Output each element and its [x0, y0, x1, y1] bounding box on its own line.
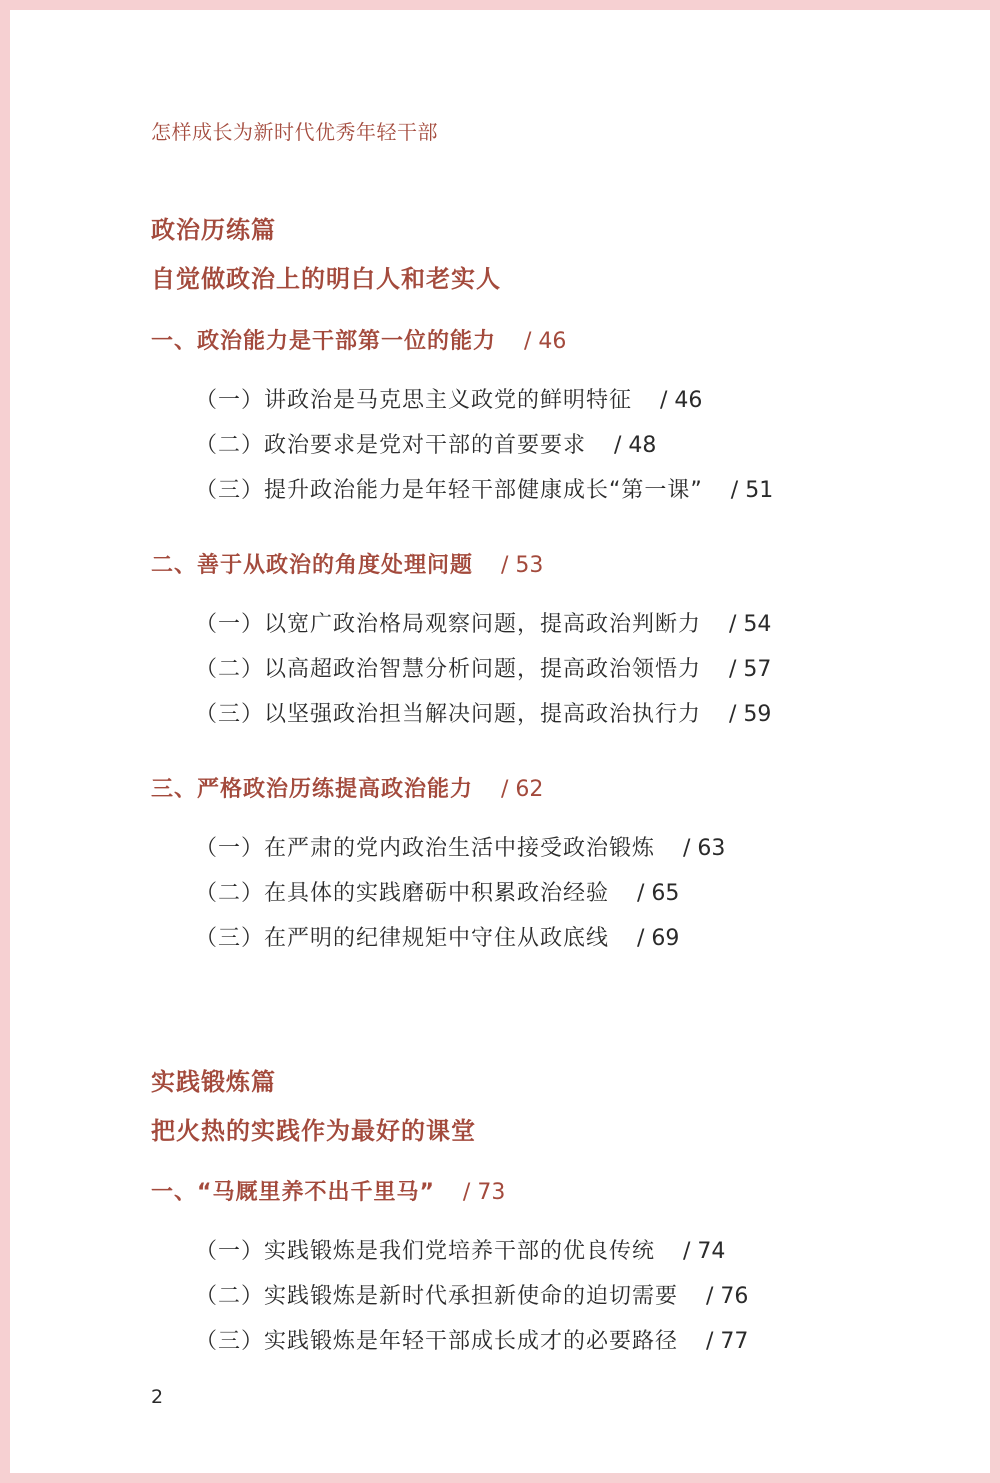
- toc-entry-label: （三）实践锻炼是年轻干部成长成才的必要路径: [195, 1329, 679, 1354]
- toc-entry-label: （三）在严明的纪律规矩中守住从政底线: [195, 926, 610, 951]
- toc-entry[interactable]: [195, 871, 725, 916]
- toc-entry[interactable]: [195, 1319, 748, 1364]
- toc-section: [151, 326, 773, 513]
- toc-entry-label: （二）实践锻炼是新时代承担新使命的迫切需要: [195, 1284, 679, 1309]
- part-title: 实践锻炼篇: [151, 1068, 276, 1096]
- running-header: 怎样成长为新时代优秀年轻干部: [151, 120, 438, 144]
- part-title: 政治历练篇: [151, 216, 276, 244]
- toc-entry-label: （一）在严肃的党内政治生活中接受政治锻炼: [195, 836, 656, 861]
- toc-entry-page: / 59: [729, 702, 772, 727]
- part-subtitle: 自觉做政治上的明白人和老实人: [151, 265, 501, 293]
- toc-section: [151, 550, 771, 737]
- toc-entry-label: （一）以宽广政治格局观察问题，提高政治判断力: [195, 612, 702, 637]
- toc-section-heading[interactable]: [151, 326, 773, 358]
- toc-section: [151, 1177, 748, 1364]
- toc-entry-page: / 57: [729, 657, 772, 682]
- section-page-ref: / 73: [462, 1180, 506, 1205]
- toc-entry-label: （二）以高超政治智慧分析问题，提高政治领悟力: [195, 657, 702, 682]
- toc-entry-page: / 77: [706, 1329, 749, 1354]
- page-number: 2: [151, 1386, 164, 1408]
- toc-entry[interactable]: [195, 1274, 748, 1319]
- toc-entry[interactable]: [195, 1229, 748, 1274]
- toc-entry[interactable]: [195, 647, 771, 692]
- toc-entry[interactable]: [195, 916, 725, 961]
- section-heading-label: 二、善于从政治的角度处理问题: [151, 553, 474, 578]
- section-page-ref: / 46: [524, 329, 567, 354]
- part-subtitle: 把火热的实践作为最好的课堂: [151, 1117, 476, 1145]
- toc-entry[interactable]: [195, 423, 773, 468]
- toc-entry-label: （一）实践锻炼是我们党培养干部的优良传统: [195, 1239, 656, 1264]
- toc-entry-page: / 46: [660, 388, 703, 413]
- toc-entry[interactable]: [195, 692, 771, 737]
- toc-entry-label: （一）讲政治是马克思主义政党的鲜明特征: [195, 388, 633, 413]
- section-page-ref: / 62: [501, 777, 544, 802]
- toc-entry[interactable]: [195, 602, 771, 647]
- toc-entry-page: / 69: [637, 926, 680, 951]
- toc-entry-page: / 51: [730, 478, 774, 503]
- toc-entry-page: / 76: [706, 1284, 749, 1309]
- toc-entry[interactable]: [195, 468, 773, 513]
- part-political-training: [151, 210, 501, 294]
- toc-entry-label: （二）在具体的实践磨砺中积累政治经验: [195, 881, 610, 906]
- toc-sub-list: [195, 602, 771, 737]
- toc-sub-list: [195, 826, 725, 961]
- section-page-ref: / 53: [501, 553, 544, 578]
- toc-entry-page: / 74: [683, 1239, 726, 1264]
- toc-sub-list: [195, 378, 773, 513]
- toc-entry-page: / 54: [729, 612, 772, 637]
- toc-section-heading[interactable]: [151, 1177, 748, 1209]
- section-heading-label: 一、政治能力是干部第一位的能力: [151, 329, 497, 354]
- toc-entry[interactable]: [195, 826, 725, 871]
- section-heading-label: 三、严格政治历练提高政治能力: [151, 777, 474, 802]
- toc-entry-page: / 48: [614, 433, 657, 458]
- toc-entry[interactable]: [195, 378, 773, 423]
- toc-entry-page: / 65: [637, 881, 680, 906]
- toc-sub-list: [195, 1229, 748, 1364]
- toc-section: [151, 774, 725, 961]
- toc-section-heading[interactable]: [151, 774, 725, 806]
- toc-entry-label: （三）提升政治能力是年轻干部健康成长“第一课”: [195, 478, 703, 503]
- toc-section-heading[interactable]: [151, 550, 771, 582]
- toc-entry-label: （三）以坚强政治担当解决问题，提高政治执行力: [195, 702, 702, 727]
- part-practical-training: [151, 1062, 476, 1146]
- section-heading-label: 一、“马厩里养不出千里马”: [151, 1180, 435, 1205]
- toc-entry-label: （二）政治要求是党对干部的首要要求: [195, 433, 587, 458]
- toc-page: [10, 10, 990, 1473]
- toc-entry-page: / 63: [683, 836, 726, 861]
